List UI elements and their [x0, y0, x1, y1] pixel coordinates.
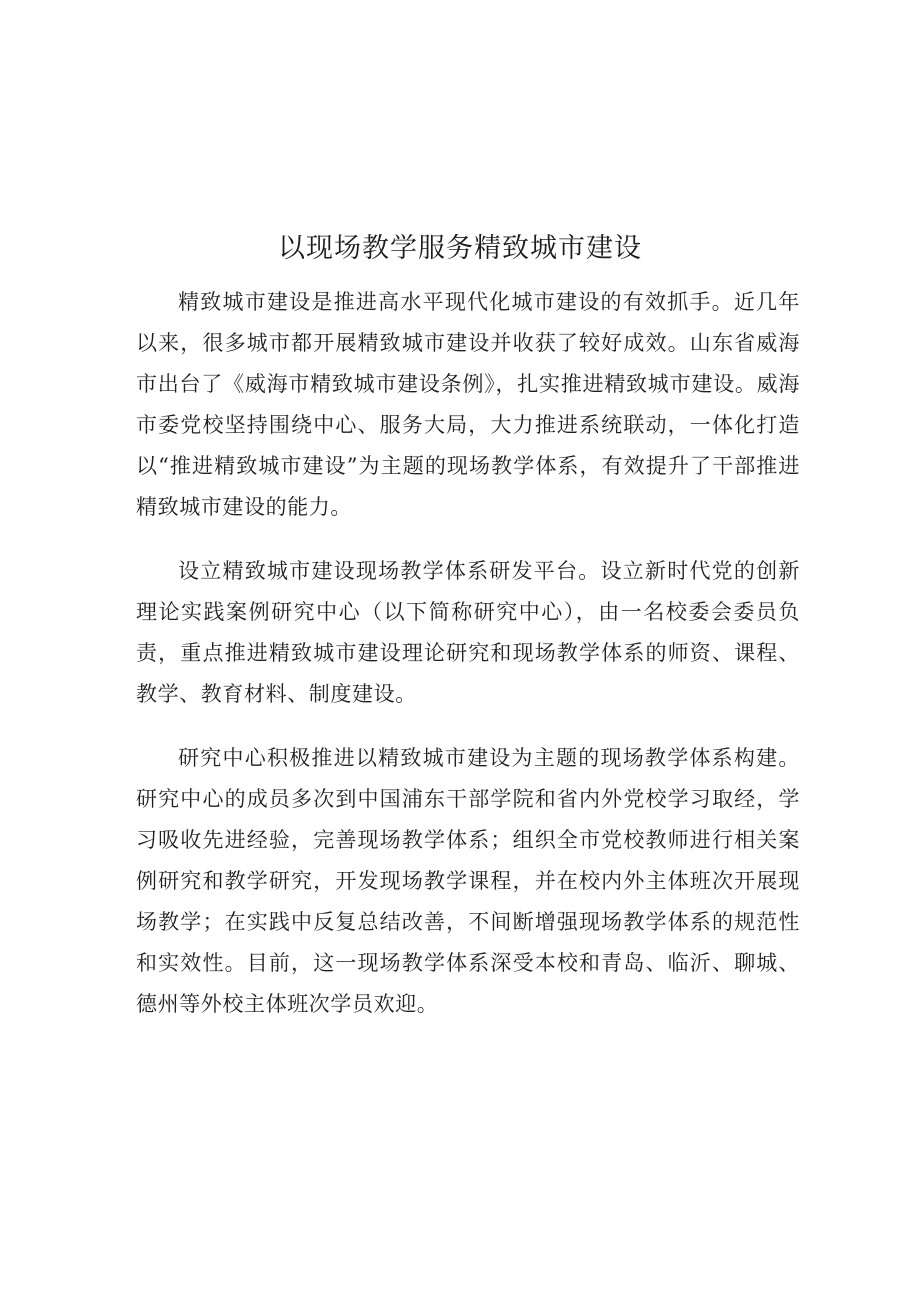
document-title: 以现场教学服务精致城市建设 [278, 233, 642, 264]
paragraph-platform: 设立精致城市建设现场教学体系研发平台。设立新时代党的创新理论实践案例研究中心（以下简称研究中心），由一名校委会委员负责，重点推进精致城市建设理论研究和现场教学体系的师资、课程、教学、教育材料、制度建设。 [136, 559, 800, 706]
paragraph-intro: 精致城市建设是推进高水平现代化城市建设的有效抓手。近几年以来，很多城市都开展精致城市建设并收获了较好成效。山东省威海市出台了《威海市精致城市建设条例》，扎实推进精致城市建设。威海市委党校坚持围绕中心、服务大局，大力推进系统联动，一体化打造以“推进精致城市建设”为主题的现场教学体系，有效提升了干部推进精致城市建设的能力。 [136, 290, 800, 519]
document-body [136, 282, 800, 1048]
paragraph-research-center: 研究中心积极推进以精致城市建设为主题的现场教学体系构建。研究中心的成员多次到中国浦东干部学院和省内外党校学习取经，学习吸收先进经验，完善现场教学体系；组织全市党校教师进行相关案例研究和教学研究，开发现场教学课程，并在校内外主体班次开展现场教学；在实践中反复总结改善，不间断增强现场教学体系的规范性和实效性。目前，这一现场教学体系深受本校和青岛、临沂、聊城、德州等外校主体班次学员欢迎。 [136, 746, 800, 1016]
